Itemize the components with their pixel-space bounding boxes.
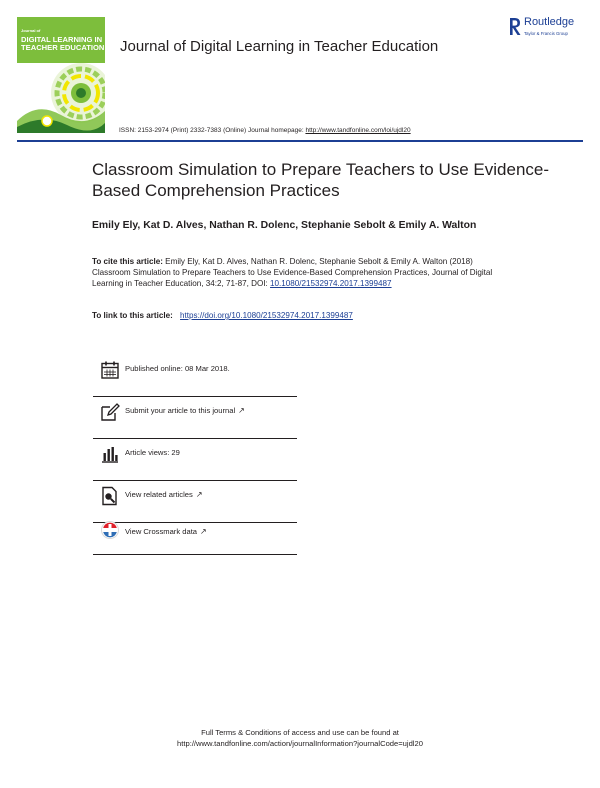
cite-label: To cite this article: <box>92 257 163 266</box>
issn-text: ISSN: 2153-2974 (Print) 2332-7383 (Online) Journal homepage: <box>119 127 304 134</box>
published-online-text: Published online: 08 Mar 2018. <box>125 364 230 373</box>
article-doi-link[interactable]: https://doi.org/10.1080/21532974.2017.1399487 <box>180 311 353 320</box>
crossmark-row[interactable] <box>93 513 297 555</box>
external-link-icon: ↗ <box>200 527 207 536</box>
cover-title <box>21 36 105 53</box>
journal-homepage-link[interactable]: http://www.tandfonline.com/loi/ujdl20 <box>305 127 411 134</box>
cite-text: Emily Ely, Kat D. Alves, Nathan R. Dolenc, Stephanie Sebolt & Emily A. Walton (2018) Classroom Simulation to Prepare Teachers to Use Evidence-Based Comprehension Practices, Journal of Digital Learning in Teacher Education, 34:2, 71-87, DOI: <box>92 257 493 288</box>
article-title: Classroom Simulation to Prepare Teachers to Use Evidence-Based Comprehension Practices <box>92 160 550 200</box>
cite-doi-link[interactable]: 10.1080/21532974.2017.1399487 <box>270 279 392 288</box>
related-document-icon <box>100 486 120 506</box>
article-views-text: Article views: 29 <box>125 448 180 457</box>
related-articles-link[interactable] <box>125 490 203 499</box>
issn-line <box>119 127 411 134</box>
routledge-r-icon <box>508 16 522 36</box>
routledge-tagline: Taylor & Francis Group <box>524 31 568 36</box>
cover-artwork-icon <box>17 63 105 133</box>
footer-terms <box>100 727 500 749</box>
journal-cover-image <box>17 17 105 133</box>
footer-terms-link[interactable]: http://www.tandfonline.com/action/journalInformation?journalCode=ujdl20 <box>177 739 423 748</box>
article-views-row <box>93 439 297 481</box>
routledge-brand <box>508 14 590 44</box>
cover-title-line1: DIGITAL LEARNING IN <box>21 35 103 44</box>
external-link-icon: ↗ <box>238 406 245 415</box>
link-label: To link to this article: <box>92 311 173 320</box>
published-online-row <box>93 355 297 397</box>
citation-block <box>92 256 500 289</box>
article-authors: Emily Ely, Kat D. Alves, Nathan R. Dolenc, Stephanie Sebolt & Emily A. Walton <box>92 220 477 231</box>
link-to-article <box>92 311 353 320</box>
submit-pencil-icon <box>100 402 120 422</box>
footer-line1: Full Terms & Conditions of access and use can be found at <box>201 728 399 737</box>
row-divider <box>93 554 297 555</box>
bar-chart-icon <box>100 444 120 464</box>
header-rule <box>17 140 583 142</box>
related-articles-text: View related articles <box>125 490 193 499</box>
cover-journal-of: Journal of <box>21 28 41 33</box>
submit-article-text: Submit your article to this journal <box>125 406 236 415</box>
routledge-name: Routledge <box>524 16 575 28</box>
crossmark-text: View Crossmark data <box>125 527 198 536</box>
submit-article-link[interactable] <box>125 406 245 415</box>
submit-article-row[interactable] <box>93 397 297 439</box>
external-link-icon: ↗ <box>195 490 203 499</box>
journal-title: Journal of Digital Learning in Teacher Education <box>120 38 439 55</box>
calendar-icon <box>100 360 120 380</box>
crossmark-link[interactable] <box>125 527 207 536</box>
crossmark-icon <box>100 520 120 540</box>
cover-title-line2: TEACHER EDUCATION <box>21 43 105 53</box>
